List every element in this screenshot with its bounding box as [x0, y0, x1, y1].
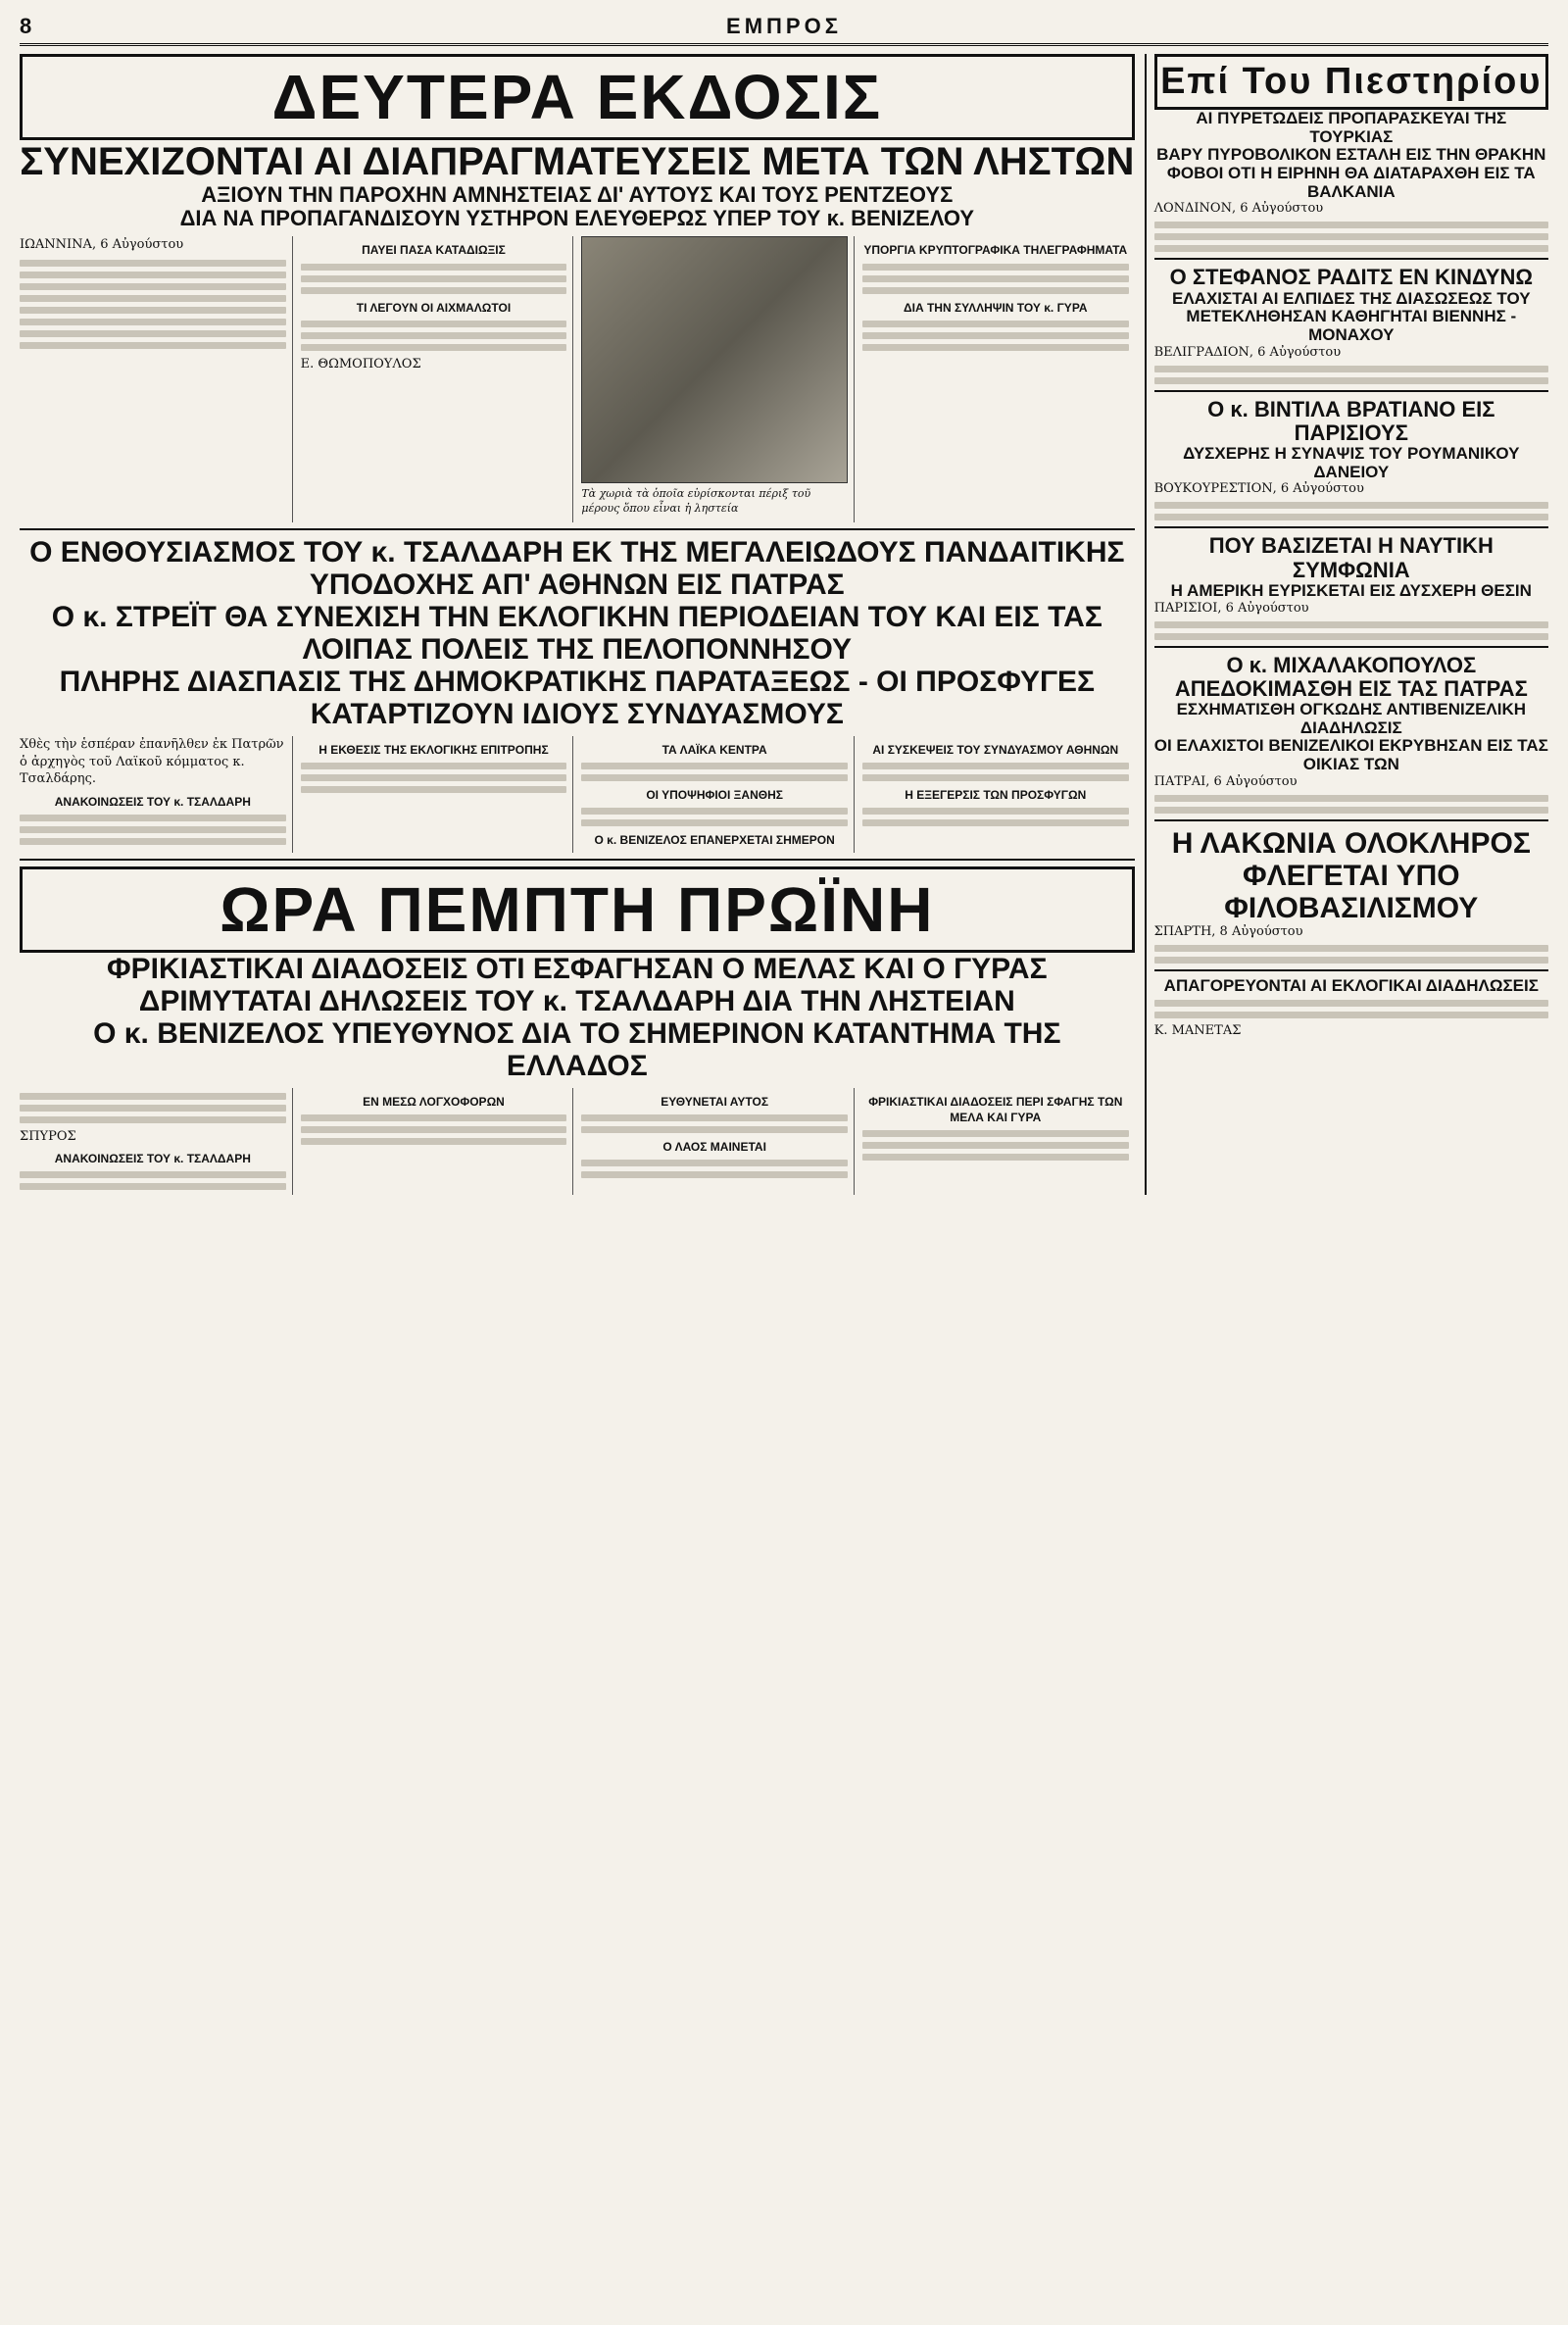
story3-headline3: Ο κ. ΒΕΝΙΖΕΛΟΣ ΥΠΕΥΘΥΝΟΣ ΔΙΑ ΤΟ ΣΗΜΕΡΙΝΟΝ ΚΑΤΑΝΤΗΜΑ ΤΗΣ ΕΛΛΑΔΟΣ — [93, 1016, 1061, 1082]
right-story5-deck1: ΕΣΧΗΜΑΤΙΣΘΗ ΟΓΚΩΔΗΣ ΑΝΤΙΒΕΝΙΖΕΛΙΚΗ ΔΙΑΔΗΛΩΣΙΣ — [1176, 699, 1527, 737]
story1-column — [862, 236, 1135, 522]
story1-subhead: ΔΙΑ ΤΗΝ ΣΥΛΛΗΨΙΝ ΤΟΥ κ. ΓΥΡΑ — [904, 300, 1088, 315]
right-story5-deck2: ΟΙ ΕΛΑΧΙΣΤΟΙ ΒΕΝΙΖΕΛΙΚΟΙ ΕΚΡΥΒΗΣΑΝ ΕΙΣ ΤΑΣ ΟΙΚΙΑΣ ΤΩΝ — [1153, 736, 1548, 773]
landscape-photo — [581, 236, 848, 483]
story3-headline1: ΦΡΙΚΙΑΣΤΙΚΑΙ ΔΙΑΔΟΣΕΙΣ ΟΤΙ ΕΣΦΑΓΗΣΑΝ Ο ΜΕΛΑΣ ΚΑΙ Ο ΓΥΡΑΣ — [107, 952, 1048, 985]
story2-lede: Χθὲς τὴν ἑσπέραν ἐπανῆλθεν ἐκ Πατρῶν ὁ ἀρχηγὸς τοῦ Λαϊκοῦ κόμματος κ. Τσαλδάρης. — [20, 737, 284, 787]
fifth-hour-banner: ΩΡΑ ΠΕΜΠΤΗ ΠΡΩΪΝΗ — [20, 866, 1135, 953]
story2-column — [581, 736, 855, 853]
story3-columns — [20, 1088, 1135, 1196]
story2-subhead: ΑΙ ΣΥΣΚΕΨΕΙΣ ΤΟΥ ΣΥΝΔΥΑΣΜΟΥ ΑΘΗΝΩΝ — [872, 743, 1119, 758]
right-story1-deck2: ΦΟΒΟΙ ΟΤΙ Η ΕΙΡΗΝΗ ΘΑ ΔΙΑΤΑΡΑΧΘΗ ΕΙΣ ΤΑ ΒΑΛΚΑΝΙΑ — [1166, 164, 1536, 201]
story2-columns — [20, 736, 1135, 853]
story2-headline1: Ο ΕΝΘΟΥΣΙΑΣΜΟΣ ΤΟΥ κ. ΤΣΑΛΔΑΡΗ ΕΚ ΤΗΣ ΜΕΓΑΛΕΙΩΔΟΥΣ ΠΑΝΔΑΙΤΙΚΗΣ ΥΠΟΔΟΧΗΣ ΑΠ' ΑΘΗΝΩΝ ΕΙΣ ΠΑΤΡΑΣ — [29, 536, 1125, 602]
story2-subhead: ΑΝΑΚΟΙΝΩΣΕΙΣ ΤΟΥ κ. ΤΣΑΛΔΑΡΗ — [54, 794, 251, 809]
right-story2-headline: Ο ΣΤΕΦΑΝΟΣ ΡΑΔΙΤΣ ΕΝ ΚΙΝΔΥΝΩ — [1169, 265, 1533, 290]
story2-subhead: Η ΕΞΕΓΕΡΣΙΣ ΤΩΝ ΠΡΟΣΦΥΓΩΝ — [905, 788, 1087, 803]
right-story1-headline: ΑΙ ΠΥΡΕΤΩΔΕΙΣ ΠΡΟΠΑΡΑΣΚΕΥΑΙ ΤΗΣ ΤΟΥΡΚΙΑΣ — [1196, 109, 1507, 146]
story1-column — [20, 236, 293, 522]
paper-name: ΕΜΠΡΟΣ — [726, 14, 842, 38]
story1-headline: ΣΥΝΕΧΙΖΟΝΤΑΙ ΑΙ ΔΙΑΠΡΑΓΜΑΤΕΥΣΕΙΣ ΜΕΤΑ ΤΩΝ ΛΗΣΤΩΝ — [20, 140, 1135, 183]
page-number: 8 — [20, 14, 32, 38]
story1-dateline: ΙΩΑΝΝΙΝΑ, 6 Αὐγούστου — [20, 237, 184, 253]
on-press-banner: Επί Του Πιεστηρίου — [1154, 54, 1548, 110]
right-story3-dateline: ΒΟΥΚΟΥΡΕΣΤΙΟΝ, 6 Αὐγούστου — [1153, 481, 1364, 497]
story3-subhead: ΑΝΑΚΟΙΝΩΣΕΙΣ ΤΟΥ κ. ΤΣΑΛΔΑΡΗ — [54, 1152, 251, 1166]
story3-signature: ΣΠΥΡΟΣ — [20, 1128, 76, 1144]
story2-subhead: Ο κ. ΒΕΝΙΖΕΛΟΣ ΕΠΑΝΕΡΧΕΤΑΙ ΣΗΜΕΡΟΝ — [594, 833, 835, 848]
story2-headline2: Ο κ. ΣΤΡΕΪΤ ΘΑ ΣΥΝΕΧΙΣΗ ΤΗΝ ΕΚΛΟΓΙΚΗΝ ΠΕΡΙΟΔΕΙΑΝ ΤΟΥ ΚΑΙ ΕΙΣ ΤΑΣ ΛΟΙΠΑΣ ΠΟΛΕΙΣ ΤΗΣ ΠΕΛΟΠΟΝΝΗΣΟΥ — [51, 601, 1102, 667]
photo-caption: Τὰ χωριὰ τὰ ὁποῖα εὑρίσκονται πέριξ τοῦ μέρους ὅπου εἶναι ἡ ληστεία — [581, 487, 811, 516]
story2-column — [301, 736, 574, 853]
story3-column — [20, 1088, 293, 1196]
story2-column — [862, 736, 1135, 853]
story3-subhead: ΕΝ ΜΕΣΩ ΛΟΓΧΟΦΟΡΩΝ — [363, 1094, 505, 1109]
right-story2-dateline: ΒΕΛΙΓΡΑΔΙΟΝ, 6 Αὐγούστου — [1153, 344, 1342, 360]
story3-column — [301, 1088, 574, 1196]
right-story6-headline: Η ΛΑΚΩΝΙΑ ΟΛΟΚΛΗΡΟΣ ΦΛΕΓΕΤΑΙ ΥΠΟ ΦΙΛΟΒΑΣΙΛΙΣΜΟΥ — [1171, 826, 1531, 924]
right-story3-deck1: ΔΥΣΧΕΡΗΣ Η ΣΥΝΑΨΙΣ ΤΟΥ ΡΟΥΜΑΝΙΚΟΥ ΔΑΝΕΙΟΥ — [1183, 444, 1520, 481]
story1-deck2: ΔΙΑ ΝΑ ΠΡΟΠΑΓΑΝΔΙΣΟΥΝ ΥΣΤΗΡΟΝ ΕΛΕΥΘΕΡΩΣ ΥΠΕΡ ΤΟΥ κ. ΒΕΝΙΖΕΛΟΥ — [179, 206, 974, 231]
story1-deck1: ΑΞΙΟΥΝ ΤΗΝ ΠΑΡΟΧΗΝ ΑΜΝΗΣΤΕΙΑΣ ΔΙ' ΑΥΤΟΥΣ ΚΑΙ ΤΟΥΣ ΡΕΝΤΖΕΟΥΣ — [201, 182, 954, 207]
right-story4-deck1: Η ΑΜΕΡΙΚΗ ΕΥΡΙΣΚΕΤΑΙ ΕΙΣ ΔΥΣΧΕΡΗ ΘΕΣΙΝ — [1170, 580, 1532, 600]
right-story6-dateline: ΣΠΑΡΤΗ, 8 Αὐγούστου — [1153, 923, 1303, 939]
story3-subhead: Ο ΛΑΟΣ ΜΑΙΝΕΤΑΙ — [662, 1139, 766, 1154]
story1-subhead: ΤΙ ΛΕΓΟΥΝ ΟΙ ΑΙΧΜΑΛΩΤΟΙ — [356, 300, 512, 315]
right-story4-headline: ΠΟΥ ΒΑΣΙΖΕΤΑΙ Η ΝΑΥΤΙΚΗ ΣΥΜΦΩΝΙΑ — [1208, 533, 1494, 582]
right-story4-dateline: ΠΑΡΙΣΙΟΙ, 6 Αὐγούστου — [1153, 600, 1309, 616]
story1-photo-column — [581, 236, 855, 522]
story1-subhead: ΠΑΥΕΙ ΠΑΣΑ ΚΑΤΑΔΙΩΞΙΣ — [362, 243, 506, 258]
right-story5-headline: Ο κ. ΜΙΧΑΛΑΚΟΠΟΥΛΟΣ ΑΠΕΔΟΚΙΜΑΣΘΗ ΕΙΣ ΤΑΣ ΠΑΤΡΑΣ — [1174, 652, 1528, 701]
right-story1-deck1: ΒΑΡΥ ΠΥΡΟΒΟΛΙΚΟΝ ΕΣΤΑΛΗ ΕΙΣ ΤΗΝ ΘΡΑΚΗΝ — [1156, 145, 1546, 165]
story3-subhead: ΕΥΘΥΝΕΤΑΙ ΑΥΤΟΣ — [661, 1094, 769, 1109]
right-story7-headline: ΑΠΑΓΟΡΕΥΟΝΤΑΙ ΑΙ ΕΚΛΟΓΙΚΑΙ ΔΙΑΔΗΛΩΣΕΙΣ — [1163, 975, 1539, 995]
story1-subhead: ΥΠΟΡΓΙΑ ΚΡΥΠΤΟΓΡΑΦΙΚΑ ΤΗΛΕΓΡΑΦΗΜΑΤΑ — [863, 243, 1128, 258]
story2-headline3: ΠΛΗΡΗΣ ΔΙΑΣΠΑΣΙΣ ΤΗΣ ΔΗΜΟΚΡΑΤΙΚΗΣ ΠΑΡΑΤΑΞΕΩΣ - ΟΙ ΠΡΟΣΦΥΓΕΣ ΚΑΤΑΡΤΙΖΟΥΝ ΙΔΙΟΥΣ ΣΥΝΔΥΑΣΜΟΥΣ — [59, 666, 1096, 731]
right-story3-headline: Ο κ. ΒΙΝΤΙΛΑ ΒΡΑΤΙΑΝΟ ΕΙΣ ΠΑΡΙΣΙΟΥΣ — [1207, 396, 1495, 445]
masthead — [20, 14, 1548, 46]
story2-column — [20, 736, 293, 853]
story3-headline2: ΔΡΙΜΥΤΑΤΑΙ ΔΗΛΩΣΕΙΣ ΤΟΥ κ. ΤΣΑΛΔΑΡΗ ΔΙΑ ΤΗΝ ΛΗΣΤΕΙΑΝ — [138, 984, 1015, 1017]
right-story2-deck2: ΜΕΤΕΚΛΗΘΗΣΑΝ ΚΑΘΗΓΗΤΑΙ ΒΙΕΝΝΗΣ - ΜΟΝΑΧΟΥ — [1186, 307, 1517, 344]
right-story5-dateline: ΠΑΤΡΑΙ, 6 Αὐγούστου — [1153, 773, 1298, 789]
story3-column — [862, 1088, 1135, 1196]
story2-subhead: Η ΕΚΘΕΣΙΣ ΤΗΣ ΕΚΛΟΓΙΚΗΣ ΕΠΙΤΡΟΠΗΣ — [318, 743, 549, 758]
press-column — [1145, 54, 1548, 1195]
story1-column — [301, 236, 574, 522]
story3-column — [581, 1088, 855, 1196]
story2-subhead: ΤΑ ΛΑΪΚΑ ΚΕΝΤΡΑ — [662, 743, 767, 758]
story1-columns — [20, 236, 1135, 522]
right-story2-deck1: ΕΛΑΧΙΣΤΑΙ ΑΙ ΕΛΠΙΔΕΣ ΤΗΣ ΔΙΑΣΩΣΕΩΣ ΤΟΥ — [1172, 288, 1531, 308]
newspaper-page — [20, 14, 1548, 2288]
story3-subhead: ΦΡΙΚΙΑΣΤΙΚΑΙ ΔΙΑΔΟΣΕΙΣ ΠΕΡΙ ΣΦΑΓΗΣ ΤΩΝ ΜΕΛΑ ΚΑΙ ΓΥΡΑ — [868, 1094, 1123, 1124]
second-edition-banner: ΔΕΥΤΕΡΑ ΕΚΔΟΣΙΣ — [20, 54, 1135, 140]
story1-byline: Ε. ΘΩΜΟΠΟΥΛΟΣ — [300, 356, 421, 371]
main-column — [20, 54, 1135, 1195]
story2-subhead: ΟΙ ΥΠΟΨΗΦΙΟΙ ΞΑΝΘΗΣ — [646, 788, 783, 803]
right-story7-signature: Κ. ΜΑΝΕΤΑΣ — [1153, 1023, 1242, 1039]
right-story1-dateline: ΛΟΝΔΙΝΟΝ, 6 Αὐγούστου — [1153, 201, 1324, 217]
